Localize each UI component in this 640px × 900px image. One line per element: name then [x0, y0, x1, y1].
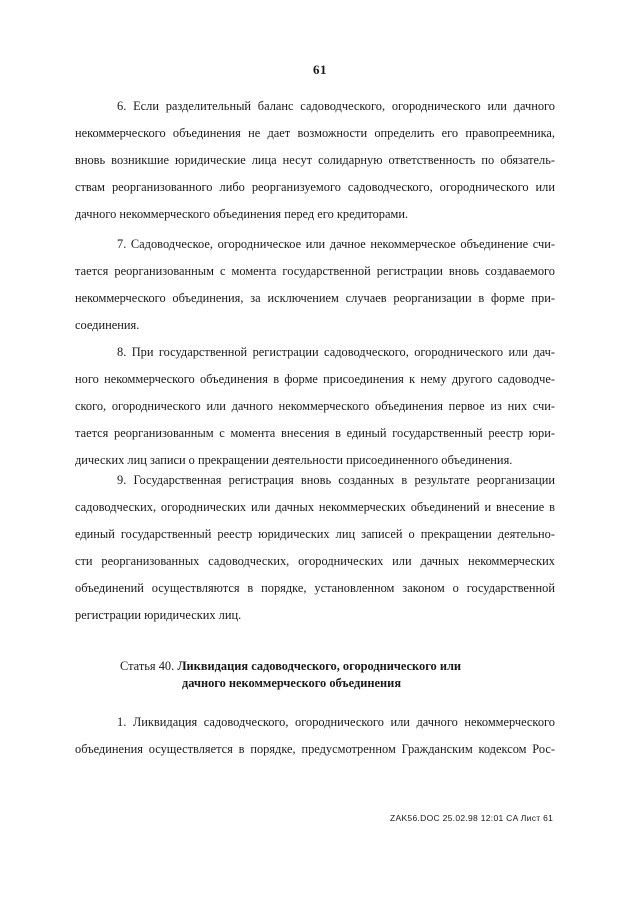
text-line: ского, огороднического или дачного некоммерческого объединения первое из них счи-: [75, 399, 555, 413]
text-line: тается реорганизованным с момента государственной регистрации вновь создаваемого: [75, 264, 555, 278]
text-line: ного некоммерческого объединения в форме присоединения к нему другого садоводче-: [75, 372, 555, 386]
article-title-line-1: Ликвидация садоводческого, огороднического или: [177, 659, 462, 673]
paragraph-6: [75, 93, 555, 228]
text-line: регистрации юридических лиц.: [75, 608, 242, 622]
article-heading: [120, 658, 560, 692]
paragraph-8: [75, 339, 555, 474]
paragraph-9: [75, 467, 555, 629]
article-title-line-2: дачного некоммерческого объединения: [182, 676, 402, 690]
text-line: объединений осуществляются в порядке, установленном законом о государственной: [75, 581, 555, 595]
document-footer: ZAK56.DOC 25.02.98 12:01 CA Лист 61: [390, 813, 554, 823]
text-line: сти реорганизованных садоводческих, огороднических или дачных некоммерческих: [75, 554, 555, 568]
page-number: 61: [313, 62, 327, 77]
text-line: дачного некоммерческого объединения перед его кредиторами.: [75, 207, 409, 221]
text-line: некоммерческого объединения не дает возможности определить его правопреемника,: [75, 126, 555, 140]
text-line: вновь возникшие юридические лица несут солидарную ответственность по обязатель-: [75, 153, 555, 167]
text-line: единый государственный реестр юридических лиц записей о прекращении деятельно-: [75, 527, 555, 541]
text-line: соединения.: [75, 318, 140, 332]
text-line: дических лиц записи о прекращении деятельности присоединенного объединения.: [75, 453, 513, 467]
text-line: 7. Садоводческое, огородническое или дачное некоммерческое объединение счи-: [117, 237, 555, 251]
text-line: ствам реорганизованного либо реорганизуемого садоводческого, огороднического или: [75, 180, 555, 194]
text-line: садоводческих, огороднических или дачных некоммерческих объединений и внесение в: [75, 500, 555, 514]
text-line: 6. Если разделительный баланс садоводческого, огороднического или дачного: [117, 99, 555, 113]
text-line: 9. Государственная регистрация вновь созданных в результате реорганизации: [117, 473, 555, 487]
text-line: 1. Ликвидация садоводческого, огороднического или дачного некоммерческого: [117, 715, 555, 729]
article-40-paragraph-1: [75, 709, 555, 763]
paragraph-7: [75, 231, 555, 339]
text-line: некоммерческого объединения, за исключением случаев реорганизации в форме при-: [75, 291, 555, 305]
text-line: тается реорганизованным с момента внесения в единый государственный реестр юри-: [75, 426, 555, 440]
text-line: объединения осуществляется в порядке, предусмотренном Гражданским кодексом Рос-: [75, 742, 555, 756]
text-line: 8. При государственной регистрации садоводческого, огороднического или дач-: [117, 345, 555, 359]
article-number: Статья 40.: [120, 659, 175, 673]
